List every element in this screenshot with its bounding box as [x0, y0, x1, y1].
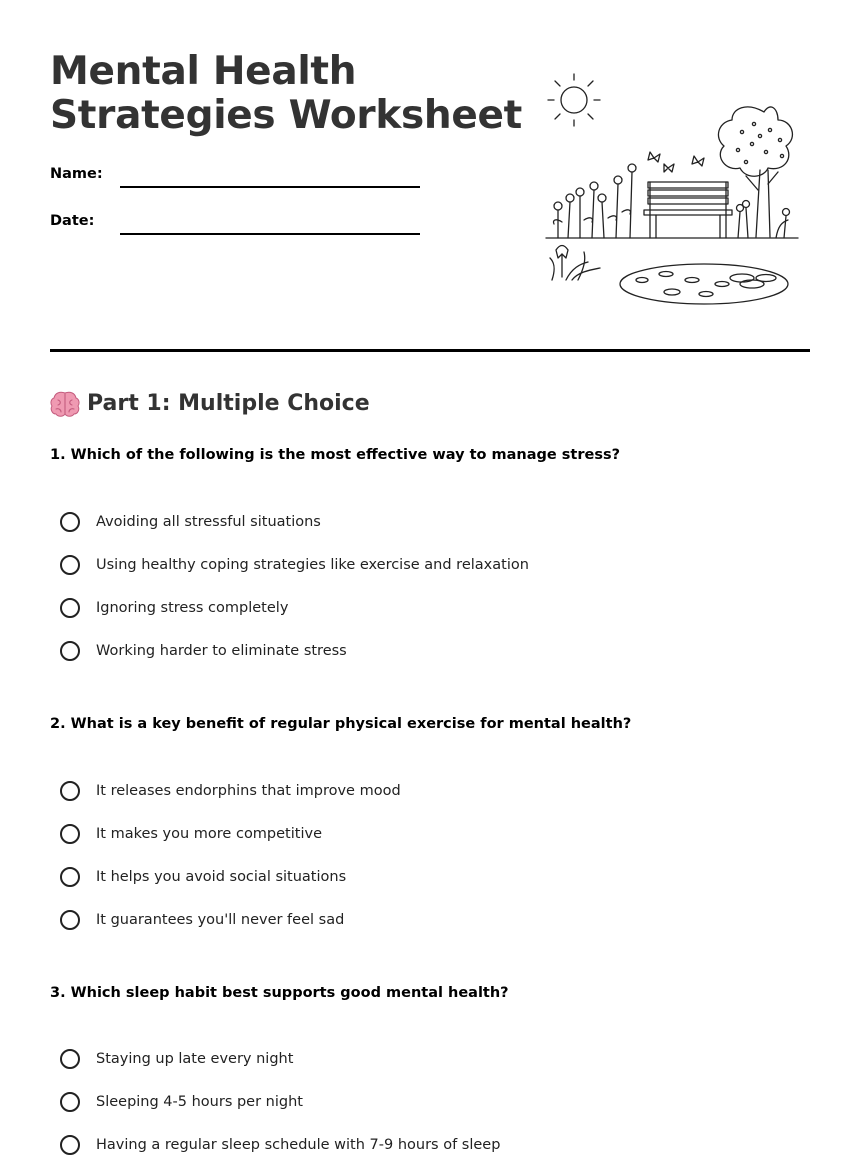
radio-button[interactable] — [60, 867, 80, 887]
sun-icon — [548, 74, 600, 126]
q2-option-d[interactable] — [60, 907, 344, 933]
radio-button[interactable] — [60, 1135, 80, 1155]
q2-option-b-text: It makes you more competitive — [96, 826, 322, 842]
radio-button[interactable] — [60, 641, 80, 661]
q1-option-b-text: Using healthy coping strategies like exercise and relaxation — [96, 557, 529, 573]
q1-option-a[interactable] — [60, 509, 321, 535]
radio-button[interactable] — [60, 781, 80, 801]
date-input-line[interactable] — [120, 233, 420, 235]
q1-option-c-text: Ignoring stress completely — [96, 600, 289, 616]
radio-button[interactable] — [60, 555, 80, 575]
part1-heading-text: Part 1: Multiple Choice — [87, 391, 370, 416]
date-label: Date: — [50, 213, 95, 229]
radio-button[interactable] — [60, 1049, 80, 1069]
q2-option-a-text: It releases endorphins that improve mood — [96, 783, 401, 799]
tulip-icon — [550, 246, 600, 281]
question-1-text: 1. Which of the following is the most effective way to manage stress? — [50, 447, 621, 463]
radio-button[interactable] — [60, 824, 80, 844]
q3-option-a-text: Staying up late every night — [96, 1051, 294, 1067]
q3-option-c[interactable] — [60, 1132, 500, 1158]
q1-option-d-text: Working harder to eliminate stress — [96, 643, 347, 659]
brain-icon — [50, 390, 80, 418]
q2-option-d-text: It guarantees you'll never feel sad — [96, 912, 345, 928]
q1-option-a-text: Avoiding all stressful situations — [96, 514, 321, 530]
flowers-icon — [553, 164, 789, 238]
q1-option-c[interactable] — [60, 595, 288, 621]
question-1 — [50, 445, 810, 465]
tree-icon — [718, 107, 792, 237]
q1-option-b[interactable] — [60, 552, 529, 578]
name-field — [50, 166, 430, 196]
title-line-1: Mental Health — [50, 49, 357, 94]
name-input-line[interactable] — [120, 186, 420, 188]
q3-option-a[interactable] — [60, 1046, 293, 1072]
q2-option-b[interactable] — [60, 821, 322, 847]
question-3 — [50, 983, 810, 1003]
name-label: Name: — [50, 166, 103, 182]
question-3-text: 3. Which sleep habit best supports good mental health? — [50, 985, 509, 1001]
part1-heading — [50, 388, 370, 420]
q2-option-a[interactable] — [60, 778, 401, 804]
date-field — [50, 213, 430, 243]
question-2 — [50, 714, 810, 734]
worksheet-title — [50, 50, 522, 138]
q2-option-c[interactable] — [60, 864, 346, 890]
radio-button[interactable] — [60, 512, 80, 532]
radio-button[interactable] — [60, 1092, 80, 1112]
bench-icon — [644, 182, 732, 238]
butterfly-icon — [648, 152, 704, 172]
section-divider — [50, 349, 810, 352]
radio-button[interactable] — [60, 910, 80, 930]
title-line-2: Strategies Worksheet — [50, 93, 523, 138]
q1-option-d[interactable] — [60, 638, 347, 664]
q2-option-c-text: It helps you avoid social situations — [96, 869, 347, 885]
q3-option-b[interactable] — [60, 1089, 303, 1115]
park-illustration — [542, 72, 802, 312]
worksheet-page — [50, 0, 810, 1161]
q3-option-b-text: Sleeping 4-5 hours per night — [96, 1094, 303, 1110]
radio-button[interactable] — [60, 598, 80, 618]
q3-option-c-text: Having a regular sleep schedule with 7-9 hours of sleep — [96, 1137, 501, 1153]
pond-icon — [620, 264, 788, 304]
question-2-text: 2. What is a key benefit of regular physical exercise for mental health? — [50, 716, 632, 732]
